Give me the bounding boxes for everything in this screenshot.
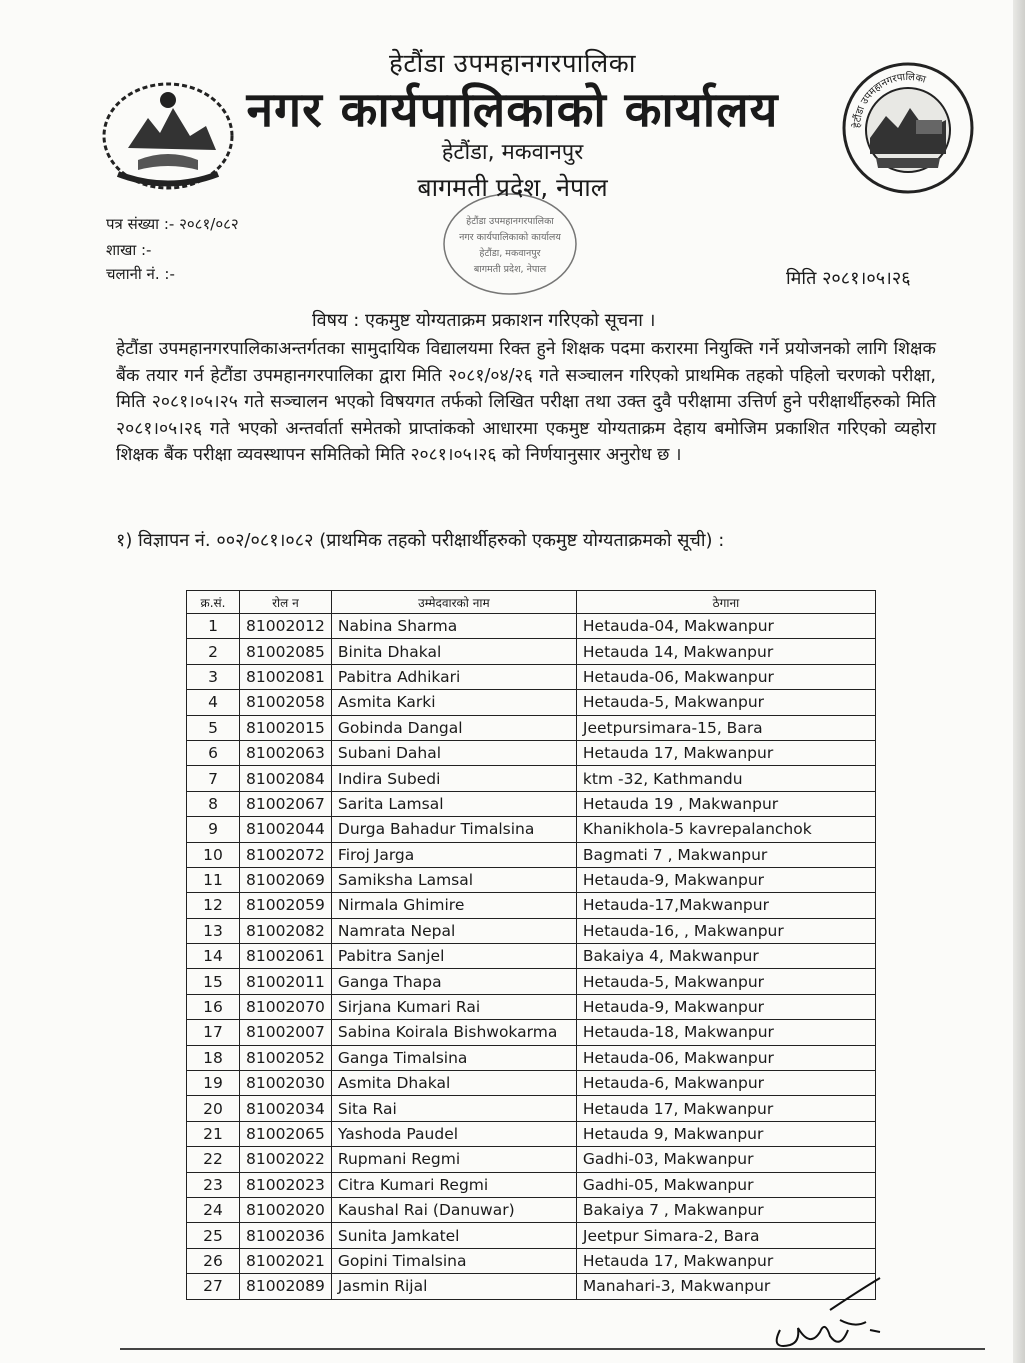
roll-cell: 81002021 xyxy=(240,1248,332,1273)
col-serial-header: क्र.सं. xyxy=(187,591,240,614)
address-cell: Hetauda-18, Makwanpur xyxy=(576,1020,875,1045)
address-cell: Hetauda-6, Makwanpur xyxy=(576,1071,875,1096)
table-row xyxy=(187,664,876,689)
serial-cell: 6 xyxy=(187,740,240,765)
table-row xyxy=(187,944,876,969)
serial-cell: 7 xyxy=(187,766,240,791)
address-cell: Bakaiya 7 , Makwanpur xyxy=(576,1197,875,1222)
candidate-name-cell: Subani Dahal xyxy=(331,740,576,765)
table-row xyxy=(187,715,876,740)
candidate-name-cell: Pabitra Sanjel xyxy=(331,944,576,969)
table-row xyxy=(187,1147,876,1172)
serial-cell: 12 xyxy=(187,893,240,918)
roll-cell: 81002069 xyxy=(240,867,332,892)
candidate-name-cell: Asmita Karki xyxy=(331,690,576,715)
address-cell: Hetauda-9, Makwanpur xyxy=(576,867,875,892)
serial-cell: 4 xyxy=(187,690,240,715)
serial-cell: 21 xyxy=(187,1121,240,1146)
branch-label: शाखा :- xyxy=(106,241,152,259)
address-cell: Hetauda-17,Makwanpur xyxy=(576,893,875,918)
table-row xyxy=(187,1045,876,1070)
stamp-line-4: बागमती प्रदेश, नेपाल xyxy=(473,264,547,275)
stamp-line-1: हेटौंडा उपमहानगरपालिका xyxy=(466,216,554,227)
office-title: नगर कार्यपालिकाको कार्यालय xyxy=(246,82,779,138)
notice-body: हेटौंडा उपमहानगरपालिकाअन्तर्गतका सामुदायिक विद्यालयमा रिक्त हुने शिक्षक पदमा करारमा नियुक्ति गर्ने प्रयोजनको लागि शिक्षक बैंक तयार गर्न हेटौंडा उपमहानगरपालिका द्वारा मिति २०८१/०४/२६ गते सञ्चालन गरिएको प्राथमिक तहको पहिलो चरणको परीक्षा, मिति २०८१।०५।२५ गते सञ्चालन भएको विषयगत तर्फको लिखित परीक्षा तथा उक्त दुवै परीक्षामा उत्तिर्ण हुने परीक्षार्थीहरुको मिति २०८१।०५।२६ गते भएको अन्तर्वार्ता समेतको प्राप्तांकको आधारमा एकमुष्ट योग्यताक्रम देहाय बमोजिम प्रकाशित गरिएको व्यहोरा शिक्षक बैंक परीक्षा व्यवस्थापन समितिको मिति २०८१।०५।२६ को निर्णयानुसार अनुरोध छ । xyxy=(116,339,936,465)
table-row xyxy=(187,817,876,842)
table-header-row xyxy=(187,591,876,614)
roll-cell: 81002072 xyxy=(240,842,332,867)
col-name-header: उम्मेदवारको नाम xyxy=(331,591,576,614)
table-row xyxy=(187,690,876,715)
address-cell: Hetauda 19 , Makwanpur xyxy=(576,791,875,816)
roll-cell: 81002011 xyxy=(240,969,332,994)
table-row xyxy=(187,614,876,639)
roll-cell: 81002070 xyxy=(240,994,332,1019)
office-province: बागमती प्रदेश, नेपाल xyxy=(417,173,608,202)
signature-icon xyxy=(770,1270,890,1350)
candidate-name-cell: Sarita Lamsal xyxy=(331,791,576,816)
candidate-name-cell: Nirmala Ghimire xyxy=(331,893,576,918)
municipality-name: हेटौंडा उपमहानगरपालिका xyxy=(389,49,636,79)
table-row xyxy=(187,1197,876,1222)
address-cell: Hetauda 9, Makwanpur xyxy=(576,1121,875,1146)
serial-cell: 14 xyxy=(187,944,240,969)
roll-cell: 81002030 xyxy=(240,1071,332,1096)
roll-cell: 81002012 xyxy=(240,614,332,639)
roll-cell: 81002085 xyxy=(240,639,332,664)
candidate-name-cell: Yashoda Paudel xyxy=(331,1121,576,1146)
serial-cell: 13 xyxy=(187,918,240,943)
address-cell: Jeetpur Simara-2, Bara xyxy=(576,1223,875,1248)
address-cell: Jeetpursimara-15, Bara xyxy=(576,715,875,740)
roll-cell: 81002084 xyxy=(240,766,332,791)
table-row xyxy=(187,969,876,994)
candidate-name-cell: Namrata Nepal xyxy=(331,918,576,943)
candidate-name-cell: Ganga Timalsina xyxy=(331,1045,576,1070)
roll-cell: 81002036 xyxy=(240,1223,332,1248)
candidate-name-cell: Firoj Jarga xyxy=(331,842,576,867)
roll-cell: 81002082 xyxy=(240,918,332,943)
serial-cell: 18 xyxy=(187,1045,240,1070)
candidate-name-cell: Jasmin Rijal xyxy=(331,1274,576,1299)
serial-cell: 8 xyxy=(187,791,240,816)
address-cell: Hetauda-5, Makwanpur xyxy=(576,690,875,715)
roll-cell: 81002052 xyxy=(240,1045,332,1070)
address-cell: Hetauda-04, Makwanpur xyxy=(576,614,875,639)
candidate-name-cell: Sabina Koirala Bishwokarma xyxy=(331,1020,576,1045)
roll-cell: 81002067 xyxy=(240,791,332,816)
candidate-name-cell: Nabina Sharma xyxy=(331,614,576,639)
candidate-name-cell: Kaushal Rai (Danuwar) xyxy=(331,1197,576,1222)
serial-cell: 26 xyxy=(187,1248,240,1273)
roll-cell: 81002081 xyxy=(240,664,332,689)
address-cell: Hetauda 17, Makwanpur xyxy=(576,740,875,765)
table-row xyxy=(187,639,876,664)
roll-cell: 81002065 xyxy=(240,1121,332,1146)
notice-date: मिति २०८१।०५।२६ xyxy=(786,268,911,289)
serial-cell: 17 xyxy=(187,1020,240,1045)
table-row xyxy=(187,766,876,791)
table-row xyxy=(187,1121,876,1146)
candidate-name-cell: Citra Kumari Regmi xyxy=(331,1172,576,1197)
serial-cell: 3 xyxy=(187,664,240,689)
address-cell: Bagmati 7 , Makwanpur xyxy=(576,842,875,867)
table-row xyxy=(187,842,876,867)
address-cell: Gadhi-05, Makwanpur xyxy=(576,1172,875,1197)
table-row xyxy=(187,740,876,765)
address-cell: Hetauda-16, , Makwanpur xyxy=(576,918,875,943)
roll-cell: 81002058 xyxy=(240,690,332,715)
candidate-name-cell: Rupmani Regmi xyxy=(331,1147,576,1172)
candidate-name-cell: Asmita Dhakal xyxy=(331,1071,576,1096)
serial-cell: 9 xyxy=(187,817,240,842)
stamp-line-3: हेटौंडा, मकवानपुर xyxy=(479,248,541,259)
notice-subject: विषय : एकमुष्ट योग्यताक्रम प्रकाशन गरिएको सूचना । xyxy=(312,310,656,331)
roll-cell: 81002015 xyxy=(240,715,332,740)
roll-cell: 81002044 xyxy=(240,817,332,842)
table-row xyxy=(187,994,876,1019)
address-cell: Manahari-3, Makwanpur xyxy=(576,1274,875,1299)
candidate-name-cell: Sita Rai xyxy=(331,1096,576,1121)
candidate-name-cell: Durga Bahadur Timalsina xyxy=(331,817,576,842)
candidate-name-cell: Sirjana Kumari Rai xyxy=(331,994,576,1019)
candidate-name-cell: Ganga Thapa xyxy=(331,969,576,994)
serial-cell: 11 xyxy=(187,867,240,892)
merit-list-table xyxy=(186,590,876,1300)
roll-cell: 81002007 xyxy=(240,1020,332,1045)
serial-cell: 1 xyxy=(187,614,240,639)
table-row xyxy=(187,1071,876,1096)
candidate-name-cell: Indira Subedi xyxy=(331,766,576,791)
serial-cell: 22 xyxy=(187,1147,240,1172)
serial-cell: 5 xyxy=(187,715,240,740)
address-cell: Hetauda 14, Makwanpur xyxy=(576,639,875,664)
dispatch-number: चलानी नं. :- xyxy=(106,265,175,283)
serial-cell: 10 xyxy=(187,842,240,867)
table-row xyxy=(187,893,876,918)
address-cell: ktm -32, Kathmandu xyxy=(576,766,875,791)
page-edge-shadow xyxy=(1013,0,1025,1363)
candidate-name-cell: Sunita Jamkatel xyxy=(331,1223,576,1248)
address-cell: Hetauda 17, Makwanpur xyxy=(576,1248,875,1273)
table-row xyxy=(187,1020,876,1045)
address-cell: Hetauda-06, Makwanpur xyxy=(576,664,875,689)
address-cell: Hetauda 17, Makwanpur xyxy=(576,1096,875,1121)
roll-cell: 81002061 xyxy=(240,944,332,969)
letter-number: पत्र संख्या :- २०८१/०८२ xyxy=(106,215,239,233)
table-row xyxy=(187,1172,876,1197)
candidate-name-cell: Samiksha Lamsal xyxy=(331,867,576,892)
serial-cell: 23 xyxy=(187,1172,240,1197)
table-row xyxy=(187,918,876,943)
roll-cell: 81002034 xyxy=(240,1096,332,1121)
seal-text: हेटौंडा उपमहानगरपालिका xyxy=(851,71,927,129)
candidate-name-cell: Gobinda Dangal xyxy=(331,715,576,740)
stamp-line-2: नगर कार्यपालिकाको कार्यालय xyxy=(459,232,561,243)
col-roll-header: रोल न xyxy=(240,591,332,614)
address-cell: Bakaiya 4, Makwanpur xyxy=(576,944,875,969)
serial-cell: 2 xyxy=(187,639,240,664)
list-title: १) विज्ञापन नं. ००२/०८१।०८२ (प्राथमिक तहको परीक्षार्थीहरुको एकमुष्ट योग्यताक्रमको सूची) : xyxy=(116,530,725,551)
serial-cell: 24 xyxy=(187,1197,240,1222)
candidate-name-cell: Pabitra Adhikari xyxy=(331,664,576,689)
table-row xyxy=(187,1096,876,1121)
table-row xyxy=(187,791,876,816)
address-cell: Khanikhola-5 kavrepalanchok xyxy=(576,817,875,842)
address-cell: Hetauda-9, Makwanpur xyxy=(576,994,875,1019)
office-stamp-icon xyxy=(440,190,580,298)
address-cell: Hetauda-5, Makwanpur xyxy=(576,969,875,994)
table-row xyxy=(187,1223,876,1248)
table-row xyxy=(187,867,876,892)
office-address: हेटौंडा, मकवानपुर xyxy=(441,140,584,165)
candidate-name-cell: Gopini Timalsina xyxy=(331,1248,576,1273)
col-address-header: ठेगाना xyxy=(576,591,875,614)
candidate-name-cell: Binita Dhakal xyxy=(331,639,576,664)
serial-cell: 25 xyxy=(187,1223,240,1248)
roll-cell: 81002022 xyxy=(240,1147,332,1172)
serial-cell: 27 xyxy=(187,1274,240,1299)
bottom-rule xyxy=(120,1348,985,1350)
address-cell: Hetauda-06, Makwanpur xyxy=(576,1045,875,1070)
address-cell: Gadhi-03, Makwanpur xyxy=(576,1147,875,1172)
roll-cell: 81002063 xyxy=(240,740,332,765)
serial-cell: 20 xyxy=(187,1096,240,1121)
roll-cell: 81002059 xyxy=(240,893,332,918)
roll-cell: 81002089 xyxy=(240,1274,332,1299)
serial-cell: 16 xyxy=(187,994,240,1019)
serial-cell: 15 xyxy=(187,969,240,994)
serial-cell: 19 xyxy=(187,1071,240,1096)
roll-cell: 81002020 xyxy=(240,1197,332,1222)
roll-cell: 81002023 xyxy=(240,1172,332,1197)
